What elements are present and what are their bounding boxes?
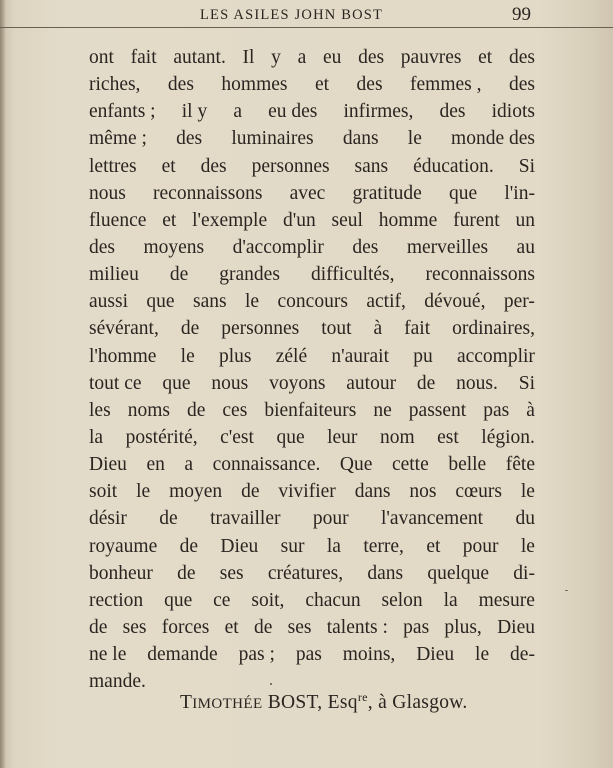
word: de (177, 562, 196, 584)
signature-surname: BOST, (267, 692, 323, 713)
word: des (200, 155, 227, 177)
word: fait (130, 47, 157, 68)
word: pas (295, 644, 322, 666)
word: que (162, 372, 191, 394)
body-text (89, 44, 535, 695)
text-line (89, 207, 535, 234)
page-header (0, 4, 613, 26)
word: et (478, 47, 493, 68)
word: sans (354, 155, 389, 177)
word: leur (327, 426, 358, 448)
word: moins, (342, 644, 396, 666)
word: Dieu (89, 454, 127, 476)
word: rection (89, 589, 144, 611)
word: ce (213, 589, 231, 611)
word: pauvres (400, 47, 462, 68)
word: de (241, 481, 260, 503)
word: de (169, 264, 189, 286)
word: y (271, 47, 281, 68)
word: même ; (89, 128, 147, 150)
word: d'accomplir (232, 236, 324, 258)
word: désir (89, 508, 127, 530)
word: noms (127, 399, 170, 421)
text-line (89, 614, 535, 641)
word: nos (409, 481, 437, 503)
word: que (449, 182, 478, 204)
word: a (184, 454, 194, 476)
word: plus, (444, 616, 482, 638)
word: de (186, 399, 206, 421)
word: avec (289, 182, 326, 204)
word: nous (89, 182, 126, 204)
word: au (516, 236, 535, 258)
word: lettres (89, 155, 137, 177)
text-line (89, 424, 535, 451)
word: l'homme (89, 345, 157, 367)
word: des (356, 74, 383, 96)
word: de (416, 372, 436, 394)
word: mesure (478, 589, 535, 611)
signature (180, 692, 468, 714)
text-line (89, 587, 535, 614)
word: homme (378, 209, 438, 231)
text-line (89, 180, 535, 207)
text-line (89, 234, 535, 261)
word: ne (373, 399, 392, 421)
word: Il (242, 47, 255, 68)
word: de- (510, 644, 535, 666)
word: ses (219, 562, 244, 584)
word: fluence (89, 209, 147, 231)
word: des (89, 236, 115, 258)
text-line (89, 98, 535, 125)
word: dans (354, 481, 391, 503)
word: pour (462, 535, 499, 557)
word: le (407, 128, 422, 150)
word: l'avancement (381, 508, 484, 530)
word: le (520, 481, 535, 503)
word: aussi (89, 291, 128, 313)
word: cœurs (455, 481, 502, 503)
word: furent (453, 209, 500, 231)
word: Dieu (497, 616, 535, 638)
word: le (136, 481, 151, 503)
word: légion. (481, 426, 535, 448)
word: femmes , (410, 74, 482, 96)
word: eu (322, 47, 342, 68)
text-line (89, 261, 535, 288)
text-line (89, 315, 535, 342)
text-line (89, 343, 535, 370)
word: des (176, 128, 203, 150)
word: éducation. (413, 155, 494, 177)
word: voyons (269, 372, 326, 394)
signature-title-superscript: re (357, 690, 368, 704)
word: des (509, 74, 535, 96)
word: pas (403, 616, 430, 638)
word: milieu (89, 264, 139, 286)
word: forces (161, 616, 210, 638)
word: le (245, 291, 260, 313)
word: selon (381, 589, 423, 611)
word: et (426, 535, 441, 557)
ink-speck (270, 683, 272, 685)
text-line (89, 505, 535, 532)
word: le (475, 644, 490, 666)
ink-speck (565, 590, 568, 591)
word: royaume (89, 535, 158, 557)
word: tout ce (89, 372, 142, 394)
word: connaissance. (212, 454, 321, 476)
word: difficultés, (310, 264, 395, 286)
word: reconnaissons (153, 182, 263, 204)
word: pu (413, 345, 433, 367)
signature-initial: T (180, 692, 193, 713)
word: soit, (251, 589, 285, 611)
word: vivifier (278, 481, 336, 503)
word: ses (287, 616, 312, 638)
word: personnes (251, 155, 330, 177)
word: passent (408, 399, 467, 421)
word: ont (89, 47, 114, 68)
word: pour (312, 508, 349, 530)
word: personnes (221, 318, 300, 340)
word: des (439, 101, 466, 123)
signature-first-name: IMOTHÉE (192, 696, 263, 712)
text-line (89, 560, 535, 587)
word: idiots (491, 101, 535, 123)
word: cette (391, 454, 429, 476)
word: et (224, 616, 239, 638)
word: n'aurait (331, 345, 389, 367)
text-line (89, 397, 535, 424)
word: sans (193, 291, 227, 313)
text-line (89, 533, 535, 560)
word: ces (222, 399, 248, 421)
word: postérité, (125, 426, 198, 448)
word: créatures, (267, 562, 344, 584)
word: des (352, 236, 379, 258)
text-line (89, 44, 535, 71)
text-line (89, 370, 535, 397)
word: sur (280, 535, 305, 557)
word: seul (331, 209, 363, 231)
word: nous (211, 372, 249, 394)
word: moyens (143, 236, 205, 258)
word: pas (483, 399, 510, 421)
word: a (233, 101, 242, 123)
word: per- (503, 291, 535, 313)
word: terre, (363, 535, 404, 557)
word: nom (379, 426, 415, 448)
header-rule (0, 27, 613, 28)
word: luminaires (231, 128, 314, 150)
word: que (276, 426, 305, 448)
word: des (358, 47, 385, 68)
word: bienfaiteurs (264, 399, 357, 421)
word: à (373, 318, 383, 340)
word: et (162, 209, 177, 231)
word: accomplir (456, 345, 535, 367)
word: mande. (89, 671, 146, 693)
word: la (326, 535, 341, 557)
word: ses (122, 616, 147, 638)
word: plus (218, 345, 252, 367)
word: Dieu (220, 535, 259, 557)
word: de (179, 535, 199, 557)
word: merveilles (406, 236, 489, 258)
word: la (89, 426, 104, 448)
word: actif, (366, 291, 406, 313)
word: Que (339, 454, 373, 476)
word: du (515, 508, 535, 530)
word: talents : (326, 616, 388, 638)
word: a (297, 47, 307, 68)
word: de (253, 616, 273, 638)
running-head: LES ASILES JOHN BOST (200, 7, 384, 23)
word: riches, (89, 74, 141, 96)
word: dans (367, 562, 404, 584)
word: et (314, 74, 330, 96)
word: les (89, 399, 111, 421)
word: de (89, 616, 108, 638)
word: des (508, 47, 535, 68)
word: c'est (220, 426, 254, 448)
word: ordinaires, (452, 318, 535, 340)
word: reconnaissons (425, 264, 535, 286)
word: hommes (221, 74, 288, 96)
word: l'in- (504, 182, 535, 204)
word: sévérant, (89, 318, 159, 340)
text-line (89, 451, 535, 478)
word: d'un (282, 209, 316, 231)
word: quelque (427, 562, 490, 584)
word: des (167, 74, 194, 96)
text-line (89, 478, 535, 505)
word: zélé (275, 345, 308, 367)
word: nous. (456, 372, 498, 394)
word: que (146, 291, 175, 313)
word: le (520, 535, 535, 557)
word: il y (181, 101, 208, 123)
word: moyen (169, 481, 223, 503)
word: bonheur (89, 562, 153, 584)
text-line (89, 641, 535, 668)
word: dans (342, 128, 379, 150)
word: que (164, 589, 193, 611)
word: Si (518, 372, 535, 394)
word: chacun (305, 589, 361, 611)
word: enfants ; (89, 101, 156, 123)
word: tout (321, 318, 352, 340)
word: fête (505, 454, 535, 476)
word: travailler (210, 508, 281, 530)
word: Si (518, 155, 535, 177)
word: un (515, 209, 535, 231)
word: eu des (268, 101, 318, 123)
word: ne le (89, 644, 127, 666)
word: demande (147, 644, 218, 666)
word: le (180, 345, 195, 367)
word: la (443, 589, 458, 611)
binding-shadow (0, 0, 6, 768)
word: fait (404, 318, 431, 340)
word: de (159, 508, 178, 530)
word: soit (89, 481, 118, 503)
word: et (161, 155, 176, 177)
word: de (180, 318, 200, 340)
word: autour (346, 372, 397, 394)
text-line (89, 71, 535, 98)
word: gratitude (352, 182, 422, 204)
word: à (526, 399, 535, 421)
signature-location: , à Glasgow. (367, 692, 468, 713)
text-line (89, 125, 535, 152)
word: di- (513, 562, 535, 584)
text-line (89, 153, 535, 180)
word: monde des (451, 128, 535, 150)
word: est (437, 426, 459, 448)
word: belle (448, 454, 487, 476)
page-number: 99 (512, 4, 531, 25)
word: pas ; (238, 644, 275, 666)
word: infirmes, (343, 101, 414, 123)
word: dévoué, (424, 291, 486, 313)
word: concours (277, 291, 348, 313)
text-line (89, 288, 535, 315)
signature-title: Esq (327, 692, 358, 713)
word: Dieu (416, 644, 455, 666)
word: l'exemple (192, 209, 268, 231)
word: autant. (173, 47, 226, 68)
word: en (146, 454, 165, 476)
word: grandes (219, 264, 280, 286)
